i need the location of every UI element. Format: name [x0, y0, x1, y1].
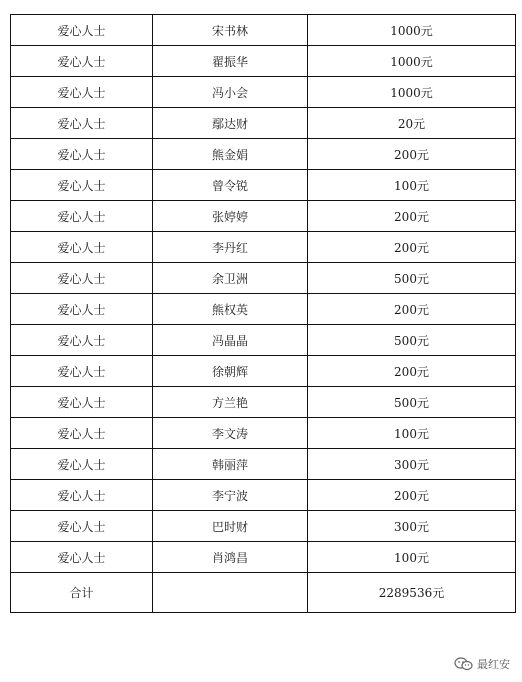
donor-name-cell: 曾令锐 — [153, 170, 308, 201]
category-cell: 爱心人士 — [11, 232, 153, 263]
amount-cell: 200元 — [308, 480, 516, 511]
category-cell: 爱心人士 — [11, 418, 153, 449]
amount-cell: 500元 — [308, 387, 516, 418]
category-cell: 爱心人士 — [11, 542, 153, 573]
donor-name-cell: 熊金娟 — [153, 139, 308, 170]
category-cell: 爱心人士 — [11, 15, 153, 46]
amount-cell: 200元 — [308, 139, 516, 170]
donor-name-cell: 冯晶晶 — [153, 325, 308, 356]
table-row — [11, 294, 516, 325]
donor-name-cell: 李宁波 — [153, 480, 308, 511]
table-row — [11, 387, 516, 418]
donor-name-cell: 李文涛 — [153, 418, 308, 449]
donor-name-cell: 张婷婷 — [153, 201, 308, 232]
category-cell: 爱心人士 — [11, 387, 153, 418]
category-cell: 爱心人士 — [11, 108, 153, 139]
table-row — [11, 511, 516, 542]
table-row — [11, 15, 516, 46]
table-row — [11, 449, 516, 480]
amount-cell: 20元 — [308, 108, 516, 139]
donor-name-cell: 冯小会 — [153, 77, 308, 108]
category-cell: 爱心人士 — [11, 139, 153, 170]
amount-cell: 100元 — [308, 542, 516, 573]
wechat-icon — [454, 657, 474, 671]
amount-cell: 100元 — [308, 418, 516, 449]
total-label: 合计 — [11, 573, 153, 613]
table-row — [11, 139, 516, 170]
amount-cell: 200元 — [308, 294, 516, 325]
donor-name-cell: 徐朝辉 — [153, 356, 308, 387]
donor-name-cell: 余卫洲 — [153, 263, 308, 294]
category-cell: 爱心人士 — [11, 170, 153, 201]
table-row — [11, 542, 516, 573]
table-row — [11, 232, 516, 263]
amount-cell: 100元 — [308, 170, 516, 201]
amount-cell: 200元 — [308, 356, 516, 387]
table-row — [11, 170, 516, 201]
category-cell: 爱心人士 — [11, 511, 153, 542]
total-row — [11, 573, 516, 613]
donor-name-cell: 鄢达财 — [153, 108, 308, 139]
donor-name-cell: 韩丽萍 — [153, 449, 308, 480]
category-cell: 爱心人士 — [11, 263, 153, 294]
donor-name-cell: 方兰艳 — [153, 387, 308, 418]
donor-name-cell: 熊权英 — [153, 294, 308, 325]
watermark-text: 最红安 — [477, 658, 510, 671]
table-row — [11, 108, 516, 139]
amount-cell: 300元 — [308, 511, 516, 542]
category-cell: 爱心人士 — [11, 356, 153, 387]
total-name-cell — [153, 573, 308, 613]
table-row — [11, 201, 516, 232]
table-row — [11, 263, 516, 294]
category-cell: 爱心人士 — [11, 449, 153, 480]
amount-cell: 1000元 — [308, 77, 516, 108]
donor-name-cell: 肖鸿昌 — [153, 542, 308, 573]
total-amount: 2289536元 — [308, 573, 516, 613]
table-row — [11, 418, 516, 449]
donor-name-cell: 巴时财 — [153, 511, 308, 542]
amount-cell: 200元 — [308, 201, 516, 232]
donation-rows — [11, 15, 516, 573]
table-row — [11, 480, 516, 511]
donor-name-cell: 宋书林 — [153, 15, 308, 46]
category-cell: 爱心人士 — [11, 201, 153, 232]
table-row — [11, 46, 516, 77]
donor-name-cell: 翟振华 — [153, 46, 308, 77]
amount-cell: 500元 — [308, 325, 516, 356]
amount-cell: 1000元 — [308, 46, 516, 77]
amount-cell: 1000元 — [308, 15, 516, 46]
table-row — [11, 77, 516, 108]
amount-cell: 300元 — [308, 449, 516, 480]
category-cell: 爱心人士 — [11, 325, 153, 356]
donation-table — [10, 14, 516, 613]
category-cell: 爱心人士 — [11, 46, 153, 77]
amount-cell: 200元 — [308, 232, 516, 263]
watermark — [454, 656, 510, 672]
donor-name-cell: 李丹红 — [153, 232, 308, 263]
category-cell: 爱心人士 — [11, 77, 153, 108]
category-cell: 爱心人士 — [11, 294, 153, 325]
table-row — [11, 325, 516, 356]
category-cell: 爱心人士 — [11, 480, 153, 511]
amount-cell: 500元 — [308, 263, 516, 294]
table-row — [11, 356, 516, 387]
